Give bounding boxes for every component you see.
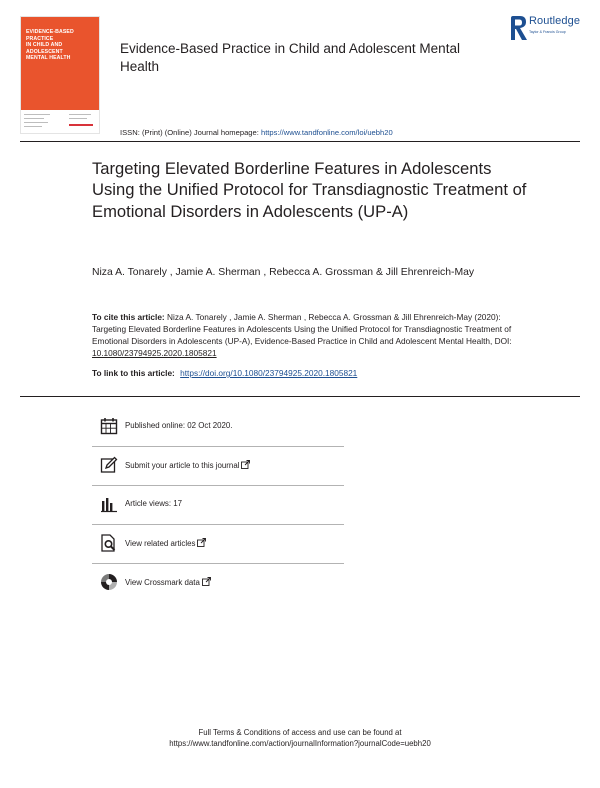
terms-url[interactable]: https://www.tandfonline.com/action/journalInformation?journalCode=uebh20 — [169, 739, 431, 749]
journal-title: Evidence-Based Practice in Child and Adolescent Mental Health — [120, 41, 460, 74]
crossmark-icon — [100, 573, 118, 591]
citation-label: To cite this article: — [92, 312, 165, 322]
article-doi-url[interactable]: https://doi.org/10.1080/23794925.2020.1805821 — [180, 368, 358, 378]
routledge-logo-icon — [508, 14, 530, 42]
terms-footer — [0, 727, 600, 749]
related-articles-link[interactable] — [125, 538, 206, 548]
article-authors: Niza A. Tonarely , Jamie A. Sherman , Rebecca A. Grossman & Jill Ehrenreich-May — [92, 267, 475, 278]
header-divider — [20, 141, 580, 142]
article-views-row — [92, 486, 352, 524]
document-search-icon — [100, 534, 118, 552]
citation-divider — [20, 396, 580, 397]
submit-article-link[interactable] — [125, 460, 250, 470]
published-date-row — [92, 408, 352, 446]
edit-icon — [100, 456, 118, 474]
crossmark-link[interactable] — [125, 577, 211, 587]
related-articles-row[interactable] — [92, 525, 352, 563]
external-link-icon — [197, 538, 206, 547]
issn-line — [120, 128, 393, 137]
routledge-logo[interactable] — [508, 14, 592, 44]
cover-title-line: IN CHILD AND ADOLESCENT — [26, 42, 63, 55]
issn-prefix: ISSN: (Print) (Online) Journal homepage: — [120, 128, 261, 137]
terms-text: Full Terms & Conditions of access and use can be found at — [198, 728, 402, 737]
bar-chart-icon — [100, 495, 118, 513]
citation — [92, 311, 532, 359]
cover-footer — [21, 110, 99, 133]
article-link-label: To link to this article: — [92, 368, 178, 378]
submit-article-label: Submit your article to this journal — [125, 461, 240, 470]
article-actions-panel — [92, 408, 352, 602]
cover-title-line: EVIDENCE-BASED PRACTICE — [26, 29, 74, 42]
submit-article-row[interactable] — [92, 447, 352, 485]
external-link-icon — [202, 577, 211, 586]
publisher-name: Routledge — [529, 15, 581, 27]
citation-text: Niza A. Tonarely , Jamie A. Sherman , Rebecca A. Grossman & Jill Ehrenreich-May (2020): Targeting Elevated Borderline Features in Adolescents Using the Unified Protocol for Transdiagnostic Treatment of Emotional Disorders in Adolescents (UP-A), Evidence-Based Practice in Child and Adolescent Mental Health, DOI: — [92, 312, 512, 347]
related-articles-label: View related articles — [125, 539, 196, 548]
journal-homepage-link[interactable]: https://www.tandfonline.com/loi/uebh20 — [260, 128, 393, 137]
external-link-icon — [241, 460, 250, 469]
calendar-icon — [100, 417, 118, 435]
journal-cover — [20, 16, 100, 134]
citation-doi-link[interactable]: 10.1080/23794925.2020.1805821 — [92, 348, 217, 359]
cover-title-line: MENTAL HEALTH — [26, 55, 71, 62]
article-views: Article views: 17 — [125, 499, 183, 508]
article-title: Targeting Elevated Borderline Features in Adolescents Using the Unified Protocol for Transdiagnostic Treatment of Emotional Disorders in Adolescents (UP-A) — [92, 159, 527, 221]
crossmark-row[interactable] — [92, 564, 352, 602]
cover-orange-panel — [21, 17, 99, 110]
published-date: Published online: 02 Oct 2020. — [125, 421, 233, 430]
publisher-tagline: Taylor & Francis Group — [529, 30, 566, 34]
article-link — [92, 368, 532, 378]
crossmark-label: View Crossmark data — [125, 578, 200, 587]
